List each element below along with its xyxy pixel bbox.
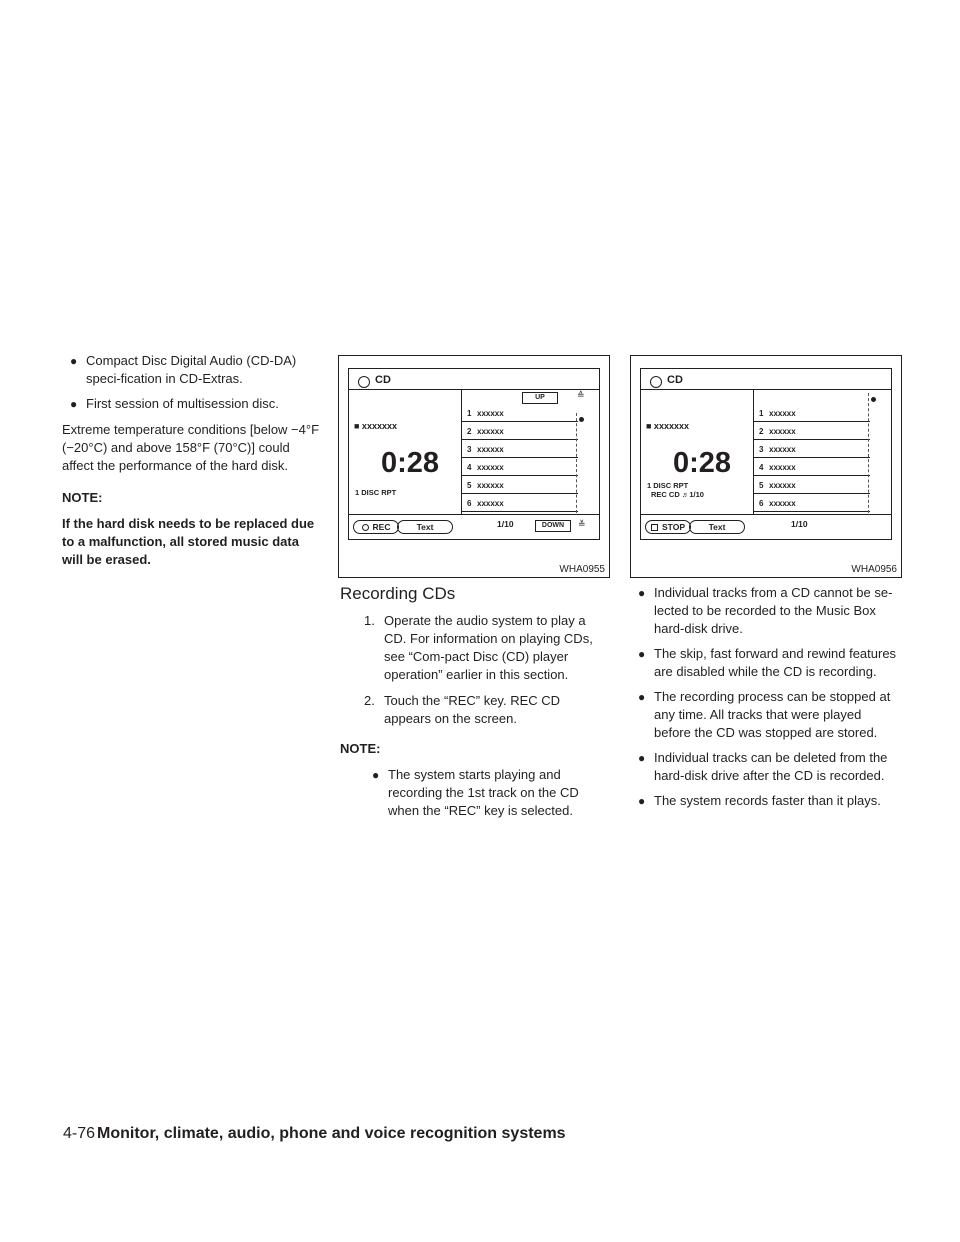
bullet-item	[364, 766, 610, 820]
track-row[interactable]: 2 xxxxxx	[462, 423, 578, 440]
bullet-item	[630, 792, 900, 810]
track-row[interactable]: 1 xxxxxx	[462, 405, 578, 422]
chapter-title: Monitor, climate, audio, phone and voice recognition systems	[97, 1125, 566, 1142]
page-indicator: 1/10	[791, 519, 808, 529]
down-arrow-icon: ≚	[578, 519, 586, 529]
track-list	[753, 389, 880, 515]
scroll-knob[interactable]	[871, 397, 876, 402]
bullet-text: Compact Disc Digital Audio (CD-DA) speci-fication in CD-Extras.	[86, 353, 297, 386]
rec-button[interactable]: REC	[353, 520, 399, 534]
play-time: 0:28	[381, 447, 440, 479]
bullet-icon: ●	[70, 397, 78, 411]
note-body: If the hard disk needs to be replaced due to a malfunction, all stored music data will be erased.	[62, 516, 315, 567]
track-row[interactable]: 4 xxxxxx	[462, 459, 578, 476]
album-name: ■ xxxxxxx	[354, 421, 397, 431]
note-heading: NOTE:	[340, 741, 381, 756]
bullet-text: The skip, fast forward and rewind features are disabled while the CD is recording.	[654, 646, 897, 679]
figure-wha0956	[630, 355, 902, 578]
track-row[interactable]: 5 xxxxxx	[754, 477, 870, 494]
step-item	[364, 692, 610, 728]
track-row[interactable]: 2 xxxxxx	[754, 423, 870, 440]
left-column	[62, 352, 320, 569]
step-text: Touch the “REC” key. REC CD appears on the screen.	[384, 693, 561, 726]
track-row[interactable]: 3 xxxxxx	[462, 441, 578, 458]
cd-screen	[640, 368, 892, 540]
album-name: ■ xxxxxxx	[646, 421, 689, 431]
bullet-text: The system records faster than it plays.	[654, 793, 881, 808]
bottom-bar	[641, 514, 891, 539]
track-row[interactable]: 6 xxxxxx	[462, 495, 578, 512]
text-button[interactable]: Text	[397, 520, 453, 534]
bullet-item	[62, 395, 320, 413]
text-button[interactable]: Text	[689, 520, 745, 534]
bottom-bar	[349, 514, 599, 539]
scroll-knob[interactable]	[579, 417, 584, 422]
cd-screen	[348, 368, 600, 540]
bullet-item	[630, 645, 900, 681]
section-title: Recording CDs	[340, 584, 456, 603]
step-number: 1.	[364, 613, 375, 628]
disc-icon	[650, 376, 662, 388]
scrollbar[interactable]	[868, 393, 880, 513]
track-row[interactable]: 3 xxxxxx	[754, 441, 870, 458]
page-number: 4-76	[63, 1125, 96, 1142]
track-row[interactable]: 1 xxxxxx	[754, 405, 870, 422]
step-text: Operate the audio system to play a CD. For information on playing CDs, see “Com-pact Disc (CD) player operation” earlier in this section.	[384, 613, 593, 682]
down-button[interactable]: DOWN	[535, 520, 571, 532]
bullet-text: Individual tracks can be deleted from the hard-disk drive after the CD is recorded.	[654, 750, 888, 783]
right-column	[630, 584, 900, 817]
page-indicator: 1/10	[497, 519, 514, 529]
bullet-icon: ●	[638, 751, 646, 765]
bullet-icon: ●	[638, 794, 646, 808]
bullet-item	[630, 584, 900, 638]
bullet-text: The recording process can be stopped at any time. All tracks that were played before the CD was stopped are stored.	[654, 689, 891, 740]
figure-code: WHA0956	[851, 564, 897, 575]
bullet-text: Individual tracks from a CD cannot be se-lected to be recorded to the Music Box hard-disk drive.	[654, 585, 893, 636]
record-icon	[362, 524, 369, 531]
step-number: 2.	[364, 693, 375, 708]
bullet-item	[630, 749, 900, 785]
screen-title: CD	[375, 374, 391, 386]
bullet-icon: ●	[638, 647, 646, 661]
step-item	[364, 612, 610, 684]
bullet-text: First session of multisession disc.	[86, 396, 279, 411]
figure-wha0955	[338, 355, 610, 578]
disc-icon	[358, 376, 370, 388]
temperature-paragraph: Extreme temperature conditions [below −4°F (−20°C) and above 158°F (70°C)] could affect the performance of the hard disk.	[62, 422, 320, 473]
track-list	[461, 389, 588, 515]
bullet-text: The system starts playing and recording the 1st track on the CD when the “REC” key is selected.	[388, 767, 579, 818]
bullet-icon: ●	[638, 586, 646, 600]
scrollbar[interactable]	[576, 413, 588, 513]
track-row[interactable]: 5 xxxxxx	[462, 477, 578, 494]
bullet-item	[62, 352, 320, 388]
stop-icon	[651, 524, 658, 531]
bullet-item	[630, 688, 900, 742]
middle-column	[340, 612, 610, 827]
bullet-icon: ●	[638, 690, 646, 704]
repeat-status: 1 DISC RPT REC CD ♬1/10	[647, 481, 704, 499]
stop-button[interactable]: STOP	[645, 520, 691, 534]
up-arrow-icon: ≙	[577, 390, 585, 400]
bullet-icon: ●	[372, 768, 380, 782]
rec-status: REC CD ♬1/10	[651, 490, 704, 499]
screen-title: CD	[667, 374, 683, 386]
note-heading: NOTE:	[62, 490, 103, 505]
repeat-status: 1 DISC RPT	[355, 488, 397, 497]
track-row[interactable]: 4 xxxxxx	[754, 459, 870, 476]
track-row[interactable]: 6 xxxxxx	[754, 495, 870, 512]
bullet-icon: ●	[70, 354, 78, 368]
page-footer	[63, 1125, 566, 1143]
up-button[interactable]: UP	[522, 392, 558, 404]
play-time: 0:28	[673, 447, 732, 479]
figure-code: WHA0955	[559, 564, 605, 575]
